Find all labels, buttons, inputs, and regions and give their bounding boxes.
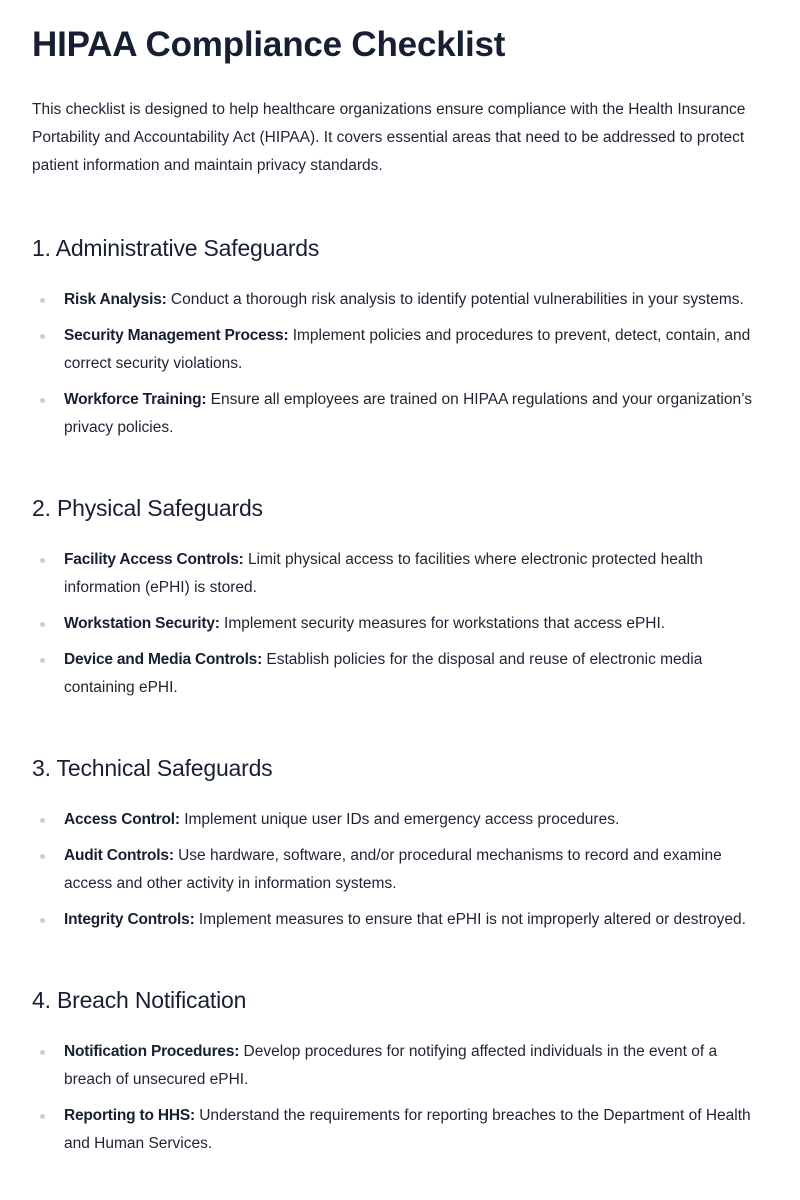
bullet-icon [40, 334, 45, 339]
section-heading: 1. Administrative Safeguards [32, 235, 320, 261]
bullet-icon [40, 398, 45, 403]
list-item [32, 1102, 768, 1158]
bullet-icon [40, 818, 45, 823]
item-text: Develop procedures for notifying affected individuals in the event of a breach of unsecured ePHI. [64, 1043, 718, 1088]
item-term: Access Control: [64, 811, 180, 828]
section-physical-safeguards [32, 492, 768, 702]
item-term: Device and Media Controls: [64, 651, 263, 668]
list-item [32, 1038, 768, 1094]
list-item [32, 610, 768, 638]
bullet-icon [40, 918, 45, 923]
list-item [32, 842, 768, 898]
item-term: Reporting to HHS: [64, 1107, 195, 1124]
item-text: Implement measures to ensure that ePHI is not improperly altered or destroyed. [198, 911, 746, 928]
list-item [32, 546, 768, 602]
item-text: Understand the requirements for reporting breaches to the Department of Health and Human Services. [64, 1107, 751, 1152]
checklist [32, 806, 768, 934]
item-term: Audit Controls: [64, 847, 174, 864]
item-text: Conduct a thorough risk analysis to identify potential vulnerabilities in your systems. [170, 291, 744, 308]
item-term: Integrity Controls: [64, 911, 195, 928]
item-text: Implement policies and procedures to prevent, detect, contain, and correct security violations. [64, 327, 751, 372]
list-item [32, 386, 768, 442]
item-term: Risk Analysis: [64, 291, 167, 308]
section-heading: 3. Technical Safeguards [32, 755, 273, 781]
list-item [32, 906, 768, 934]
item-term: Notification Procedures: [64, 1043, 240, 1060]
item-text: Establish policies for the disposal and reuse of electronic media containing ePHI. [64, 651, 703, 696]
bullet-icon [40, 658, 45, 663]
section-heading: 2. Physical Safeguards [32, 495, 263, 521]
section-technical-safeguards [32, 752, 768, 934]
item-text: Implement security measures for workstations that access ePHI. [224, 615, 666, 632]
bullet-icon [40, 558, 45, 563]
item-text: Implement unique user IDs and emergency access procedures. [184, 811, 620, 828]
item-text: Use hardware, software, and/or procedural mechanisms to record and examine access and other activity in information systems. [64, 847, 722, 892]
section-heading: 4. Breach Notification [32, 987, 247, 1013]
item-term: Security Management Process: [64, 327, 289, 344]
page-title: HIPAA Compliance Checklist [32, 25, 506, 64]
section-breach-notification [32, 984, 768, 1158]
bullet-icon [40, 1114, 45, 1119]
section-administrative-safeguards [32, 232, 768, 442]
list-item [32, 646, 768, 702]
intro-paragraph: This checklist is designed to help healthcare organizations ensure compliance with the Health Insurance Portability and Accountability Act (HIPAA). It covers essential areas that need to be addressed to protect patient information and maintain privacy standards. [32, 101, 746, 174]
checklist [32, 286, 768, 442]
bullet-icon [40, 854, 45, 859]
item-text: Limit physical access to facilities where electronic protected health information (ePHI) is stored. [64, 551, 703, 596]
item-term: Workforce Training: [64, 391, 207, 408]
bullet-icon [40, 622, 45, 627]
list-item [32, 806, 768, 834]
checklist [32, 546, 768, 702]
list-item [32, 286, 768, 314]
bullet-icon [40, 1050, 45, 1055]
checklist [32, 1038, 768, 1158]
list-item [32, 322, 768, 378]
bullet-icon [40, 298, 45, 303]
item-term: Workstation Security: [64, 615, 220, 632]
item-text: Ensure all employees are trained on HIPAA regulations and your organization’s privacy policies. [64, 391, 753, 436]
item-term: Facility Access Controls: [64, 551, 244, 568]
